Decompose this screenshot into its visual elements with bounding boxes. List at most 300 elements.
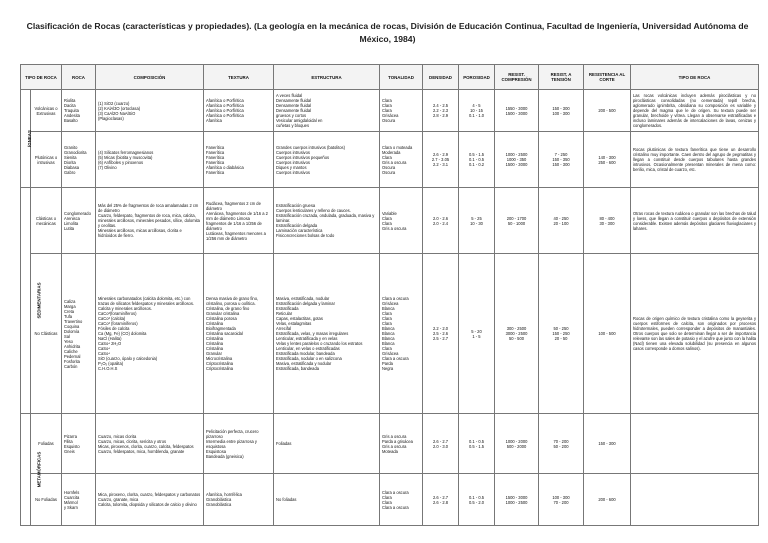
cell-line: Clara [382,494,392,500]
descripcion-cell [631,414,759,474]
cell-line: 0.5 - 1.5 [468,443,485,449]
composicion-cell [96,188,204,254]
cell-line: 7 - 250 [554,152,568,157]
cell-line: Clara [382,499,392,505]
porosidad-cell [459,90,495,132]
cell-line: Parda a grisácea [382,438,413,444]
cell-line: Estratificada, nodular o en salizcona [276,356,342,361]
cell-line: CaSo⁴ 2H₂O [98,341,122,346]
cell-line: 2.6 - 2.7 [432,438,449,444]
compresion-cell [495,474,539,526]
composicion-cell [96,414,204,474]
estructura-cell [274,132,380,188]
cell-line: SiO (cuarzo, ópalo y calcedonia) [98,356,158,361]
cell-line: Cristalina [206,346,224,351]
cell-line: 0.1 - 0.5 [468,438,485,444]
cell-line: Blanca [382,306,395,311]
cell-line: 300 - 2500 [506,326,527,331]
cell-line: Cuerpos intrusivos [276,159,310,165]
cell-line: Carbón [64,363,78,369]
tension-cell [539,132,584,188]
cell-line: Oscura [382,164,396,170]
cell-line: Vesicular amigdaloidal en [276,118,323,123]
cell-line: 50 - 250 [553,326,569,331]
cell-line: 1000 - 2500 [505,152,528,157]
cell-line: 50 - 200 [553,443,569,449]
cell-line: Limolita [64,220,79,226]
densidad-cell [423,90,459,132]
estructura-cell [274,90,380,132]
tension-cell [539,474,584,526]
cell-line: Oscura [382,118,396,123]
cell-line: Grisácea [382,113,399,118]
cell-line: Granular cristalina [206,311,240,316]
cell-line: Cristalina [206,321,224,326]
cell-line: Clara a oscura [382,356,409,361]
corte-cell: 200 - 600 [584,474,631,526]
cell-line: A veces fluidal [276,93,303,98]
compresion-cell [495,90,539,132]
cell-line: 70 - 200 [553,499,569,505]
cell-line: Filita [64,438,73,444]
cell-line: 100 - 300 [552,110,570,116]
cell-line: Afanítica, hornfélica [206,492,242,497]
cell-line: Grisácea [382,351,399,356]
cell-line: Fisiconcreciones bolsas de todo [276,233,335,238]
tonalidad-cell [380,132,423,188]
tipo-cell: No Clásticas [31,254,62,414]
cell-line: Clara [382,316,392,321]
cell-line: Microcristalina [206,356,233,361]
cell-line: Riolita [64,98,76,103]
cell-line: Arrecifal [276,326,292,331]
cell-line: 1 - 5 [472,333,481,339]
cell-line: Diques y mantos [276,164,307,170]
header-cell: TIPO DE ROCA [631,65,759,90]
cell-line: (3) CaAl2O NaAlSiO [98,110,136,116]
cell-line: 80 - 400 [599,215,615,221]
cell-line: Estratificación gruesa [276,203,316,208]
cell-line: Fanerítica [206,149,225,155]
cell-line: Lutita [64,225,75,231]
cell-line: Gris a oscura [382,433,407,439]
cell-line: P₂O₅ (opalita) [98,361,124,366]
cell-line: Gabro [64,169,76,175]
cell-line: Tufa [64,313,73,319]
tipo-cell: Plutónicas o intrusivas [31,132,62,188]
header-cell: TIPO DE ROCA [21,65,62,90]
densidad-cell [423,188,459,254]
cell-line: 10 - 30 [470,220,483,226]
cell-line: Coquina [64,323,80,329]
compresion-cell [495,188,539,254]
cell-line: Masiva, estratificada y nodular [276,361,332,366]
cell-line: Reticular [276,311,293,316]
cell-line: 50 - 500 [508,336,525,341]
cell-line: Lenticular, en velas o estratificadas [276,346,340,351]
tonalidad-cell [380,188,423,254]
cell-line: 40 - 250 [553,215,569,221]
cell-line: Hornfels [64,489,80,495]
cell-line: Bioifragmentada [206,326,236,331]
cell-line: 2.4 - 2.5 [432,103,449,108]
cell-line: 2.2 - 2.0 [432,326,449,331]
cell-line: 0.1 - 0.5 [468,494,485,500]
cell-line: 200 - 1700 [506,215,527,221]
cell-line: Cristalina [206,341,224,346]
textura-cell [204,90,274,132]
descripcion-cell: Otras rocas de textura rudácea o granular son las brechas de talud y loess, que llegan a constituir cuerpos o depósitos de extensión considerable. Existen además depósitos glaciares fluvioglaciares y lahares. [631,188,759,254]
tipo-cell: No Foliadas [31,474,62,526]
cell-line: Estratificación delgada [276,223,318,228]
cell-line: Grisácea [382,301,399,306]
cell-line: Granoblástica [206,497,232,502]
header-cell: POROSIDAD [459,65,495,90]
cell-line: Criptocristalina [206,366,234,371]
tension-cell [539,254,584,414]
cell-line: Cuarzo, micas clorita [98,433,137,439]
cell-line: Pelicitación perfecta, crucero pizarroso [206,428,259,439]
cell-line: Clara [382,154,392,160]
porosidad-cell [459,474,495,526]
cell-line: Cuerpos intrusivos [276,149,310,155]
porosidad-cell [459,188,495,254]
cell-line: cuñetas y bloques [276,123,309,128]
cell-line: 500 - 2000 [506,443,527,449]
header-cell: TONALIDAD [380,65,423,90]
cell-line: Arenácea, fragmentos de 1/16 a 2 mm de diámetro Limosa fragmentos de 1/16 a 1/256 de diámetro [206,210,268,231]
porosidad-cell [459,414,495,474]
cell-line: y Skarn [64,504,78,510]
cell-line: Más del 25% de fragmentos de roca amalamadas 2 cm de diámetro [98,203,199,213]
cell-line: Clara [382,346,392,351]
cell-line: NaCl (Halita) [98,336,122,341]
table-header-row [21,65,759,90]
header-cell: ROCA [62,65,96,90]
cell-line: Conglomerado [64,210,91,216]
cell-line: (2) KAlAl3O (ortoclasa) [98,105,141,111]
cell-line: Estratificada modular, bandeada [276,351,335,356]
cell-line: Cuerpos intrusivos pequeños [276,154,330,160]
cell-line: 2.0 - 2.4 [432,220,449,226]
cell-line: Cuarcita [64,494,80,500]
cell-line: 0.1 - 1.0 [468,113,485,118]
table-row [21,474,759,526]
textura-cell [204,474,274,526]
compresion-cell [495,132,539,188]
cell-line: Densamente fluidal [276,103,312,108]
cell-line: Afanítica o Porfíritica [206,108,244,113]
cell-line: 1500 - 3000 [505,494,528,500]
cell-line: C.H.O.H.S [98,366,118,371]
cell-line: Anhidrita [64,343,81,349]
cell-line: 2.6 - 2.8 [432,499,449,505]
cell-line: Clara [382,220,392,226]
header-cell: RESISTENCIA AL CORTE [584,65,631,90]
cell-line: CaCo³ (foraminíferos) [98,321,138,326]
roca-cell [62,474,96,526]
cell-line: Gris a oscura [382,159,407,165]
cell-line: Gneis [64,448,75,454]
cell-line: Diabasa [64,164,80,170]
roca-cell [62,188,96,254]
estructura-cell [274,414,380,474]
compresion-cell [495,254,539,414]
cell-line: Pizarra [64,433,77,439]
composicion-cell [96,90,204,132]
cell-line: 5 - 20 [471,328,482,334]
cell-line: 0.5 - 2.0 [468,499,485,505]
estructura-cell [274,474,380,526]
cell-line: Pedernal [64,353,81,359]
cell-line: 100 - 300 [552,494,570,500]
group-label-metamorficas: METAMÓRFICAS [21,414,31,526]
cell-line: 2.2 - 3.1 [432,162,449,167]
corte-cell: 200 - 500 [584,90,631,132]
cell-line: Basalto [64,118,78,123]
cell-line: 20 - 50 [554,336,568,341]
tension-cell [539,188,584,254]
tipo-cell: Volcánicas o Extrusivas [31,90,62,132]
cell-line: Clara [382,98,392,103]
cell-line: Estratificada, velas, y masas irregulares [276,331,349,336]
cell-line: Variable [382,210,397,216]
cell-line: 5 - 25 [471,215,482,221]
cell-line: (6) Anfíboles y piroxenos [98,159,144,165]
cell-line: Lutáceas, fragmentos menores a 1/256 mm de diámetro [206,230,266,241]
estructura-cell [274,254,380,414]
cell-line: Cuerpos lenticulares y relleno de cauces. [276,208,351,213]
cell-line: Minerales carbonatados (calcita dolomita, etc.) con trazas de silicatos feldespatos y minerales arcillosos. [98,296,195,306]
cell-line: Dacita [64,103,76,108]
cell-line: 4 - 5 [472,103,481,108]
cell-line: Blanca [382,331,395,336]
cell-line: Estratificación cruzada, ondulada, graduada, masiva y laminar. [276,213,375,223]
cell-line: 150 - 350 [552,157,570,162]
cell-line: Cuarzo, micas, clorita, sericita y otros [98,438,167,444]
cell-line: Laminación característica [276,228,323,233]
cell-line: 2.6 - 2.9 [432,152,449,157]
cell-line: Blanca [382,341,395,346]
cell-line: Micas, piroxenos, clorita, cuarzo, calcita, feldespatos [98,443,194,449]
cell-line: Caliche [64,348,78,354]
tipo-cell: Foliadas [31,414,62,474]
cell-line: Afanítica o diabásica [206,164,244,170]
cell-line: Afanítica o Porfíritica [206,113,244,118]
cell-line: 2.5 - 2.7 [432,336,449,341]
group-label-igneas: ÍGNEAS [21,90,31,188]
tension-cell [539,414,584,474]
cell-line: Foliadas [276,441,292,446]
cell-line: (7) Olivino [98,164,117,170]
tonalidad-cell [380,254,423,414]
cell-line: Fosforita [64,358,80,364]
header-cell: ESTRUCTURA [274,65,380,90]
cell-line: Clara [382,108,392,113]
cell-line: Estratificación delgada y laminar [276,301,335,306]
tipo-cell: Clásticas o mecánicas [31,188,62,254]
densidad-cell [423,414,459,474]
cell-line: Andesita [64,113,80,118]
cell-line: Clara [382,321,392,326]
cell-line: 1000 - 350 [506,157,527,162]
cell-line: 250 - 600 [598,159,616,165]
cell-line: CaSo⁴ [98,351,110,356]
cell-line: Afanítica [206,118,222,123]
porosidad-cell [459,132,495,188]
cell-line: Granito [64,144,78,150]
densidad-cell [423,132,459,188]
rock-classification-table [20,64,759,526]
cell-line: Ca (Mg, Fe) (CO) dolomita [98,331,147,336]
cell-line: Cristalina sacaroidal [206,331,243,336]
tension-cell [539,90,584,132]
cell-line: 3000 - 2500 [505,331,528,336]
cell-line: Mármol [64,499,78,505]
cell-line: Afanítica o Porfíritica [206,103,244,108]
cell-line: Esquisto [64,443,80,449]
cell-line: 2.0 - 3.0 [432,443,449,449]
cell-line: Clara a oscura [382,296,409,301]
cell-line: Bandeada (gneisica) [206,453,244,459]
cell-line: 10 - 15 [470,108,483,113]
document-title: Clasificación de Rocas (características y propiedades). (La geología en la mecánica de rocas, División de Educación Continua, Facultad de Ingeniería, Universidad Autónoma de México, 1984) [26,21,749,44]
cell-line: Blanca [382,336,395,341]
cell-line: (1) SiO2 (cuarzo) [98,100,130,106]
table-row [21,414,759,474]
compresion-cell [495,414,539,474]
densidad-cell [423,474,459,526]
cell-line: Moteada [382,448,398,454]
cell-line: Velas y lentes paralelos o cruzando los estratos [276,341,363,346]
corte-cell [584,132,631,188]
cell-line: Creta [64,308,75,314]
cell-line: (5) Micas (biotita y muscovita) [98,154,153,160]
cell-line: 50 - 1000 [507,220,526,226]
cell-line: Masiva, estratificada, nodular [276,296,330,301]
cell-line: Granoblástica [206,502,232,507]
tonalidad-cell [380,414,423,474]
composicion-cell [96,132,204,188]
cell-line: Cuarzo, feldespato, fragmentos de roca, mica, calcita, minerales arcillosos, minerales pesados, sílice, dolomita y ceolitas. [98,213,200,228]
cell-line: 2.6 - 2.7 [432,494,449,500]
tonalidad-cell [380,474,423,526]
cell-line: 1500 - 3000 [505,110,528,116]
cell-line: 2.5 - 2.6 [432,331,449,336]
descripcion-cell: Rocas de origen químico de textura cristalina como la geyserita y cuerpos estiformes de calcita, son originados por procesos hidrotermales, pueden corresponder a depósitos de manantiales. Otros cuerpos que solo se determinan llegar a ser de importancia relevante son las sales de potasio y el azufre que junto con la halita (Nacl) tienen una elevada solubilidad (su presencia en algunos casos corresponde a domos salinos). [631,254,759,414]
cell-line: Granodiorita [64,149,87,155]
cell-line: 30 - 300 [599,220,615,226]
cell-line: Diorita [64,159,76,165]
cell-line: Cuerpos intrusivos [276,169,310,175]
cell-line: Densamente fluidal [276,98,312,103]
cell-line: Lenticular, estratificada y en velas [276,336,338,341]
cell-line: Travertino [64,318,83,324]
descripcion-cell: Rocas plutónicas de textura fanerítica que tiene un desarrollo cristalino muy importante. Caen dentro del agrupo de pegmatitas y llegan a constituir desde cuerpos tabulares hasta grandes intrusivos. Ocasionalmente presentan minerales de mena como: berilio, mica, cristal de cuarzo, etc. [631,132,759,188]
roca-cell [62,414,96,474]
cell-line: 0.1 - 0.5 [468,157,485,162]
table-row [21,90,759,132]
cell-line: 2.0 - 2.6 [432,215,449,221]
table-row [21,132,759,188]
cell-line: Sal [64,333,70,339]
cell-line: Cristalina, de grano fino [206,306,250,311]
cell-line: 2.8 - 2.9 [432,113,449,118]
cell-line: 150 - 300 [552,162,570,167]
cell-line: Clara o moteada [382,144,413,150]
cell-line: 1550 - 3000 [505,105,528,111]
cell-line: Moderada [382,149,401,155]
corte-cell: 150 - 300 [584,414,631,474]
cell-line: 140 - 300 [598,154,616,160]
cell-line: Rudácea, fragmentos 2 cm de diámetro [206,200,261,211]
cell-line: Fanerítica [206,144,225,150]
cell-line: Capas, estalactitas, gotas [276,316,323,321]
header-cell: TEXTURA [204,65,274,90]
corte-cell [584,188,631,254]
cell-line: 0.5 - 1.5 [468,152,485,157]
porosidad-cell [459,254,495,414]
roca-cell [62,132,96,188]
cell-line: Densa masiva de grano fino, cristalino, porosa u oolítica. [206,296,259,306]
group-label-sedimentarias: SEDIMENTARIAS [21,188,31,414]
cell-line: Grandes cuerpos intrusivos (batolitos) [276,144,345,150]
cell-line: Granular [206,351,222,356]
cell-line: Marga [64,303,76,309]
cell-line: Clara [382,215,392,221]
cell-line: 2.2 - 2.3 [432,108,449,113]
cell-line: Gris a oscura [382,443,407,449]
cell-line: No foliadas [276,497,297,502]
cell-line: Cristalina [206,336,224,341]
cell-line: Yeso [64,338,73,344]
table-row [21,188,759,254]
cell-line: Mica, piroxeno, clorita, cuarzo, feldespatos y carbonatos [98,492,201,497]
header-cell: RESIST. COMPRESIÓN [495,65,539,90]
cell-line: Fósiles de calcita [98,326,130,331]
cell-line: Traquita [64,108,79,113]
cell-line: 150 - 300 [552,105,570,111]
cell-line: Afanítica o Porfíritica [206,98,244,103]
header-cell: RESIST. A TENSIÓN [539,65,584,90]
cell-line: Velas, estalagmitas [276,321,312,326]
densidad-cell [423,254,459,414]
cell-line: Arenisca [64,215,80,221]
cell-line: Oscura [382,169,396,175]
cell-line: Negra [382,366,394,371]
textura-cell [204,132,274,188]
textura-cell [204,188,274,254]
cell-line: Intermedia entre pizarrosa y esquistosa [206,438,257,449]
cell-line: Blanca [382,326,395,331]
cell-line: Calcita y minerales arcillosos. [98,306,152,311]
cell-line: Estratificada [276,306,299,311]
cell-line: Sienita [64,154,77,160]
cell-line: Calcita, tolomita, diopsida y silicatos de calcio y olivino [98,502,197,507]
cell-line: 70 - 200 [553,438,569,444]
cell-line: CaCo³(foraminíferos) [98,311,137,316]
descripcion-cell: Las rocas volcánicas incluyen además piroclásticas y no piroclásticas consolidadas (no cementada) tepitl brecha, aglomerado ignimbrita, obsidiana su composición es variable y depende del magma que le de origen. Su textura puede ser granular, brechoide y vítrea. Llegan a observarse estratificadas e incluso laminares además de intercalaciones de lavas, cenizas y conglomerados. [631,90,759,132]
textura-cell [204,254,274,414]
cell-line: (Plagioclasas) [98,115,124,121]
cell-line: CaCo³ (calcita) [98,316,126,321]
cell-line: gruesos y cortos [276,113,307,118]
cell-line: Clara [382,103,392,108]
cell-line: Parda [382,361,393,366]
cell-line: Esquistosa [206,448,227,454]
cell-line: Cuarzo, feldespatos, mica, hornblenda, granate [98,448,185,454]
estructura-cell [274,188,380,254]
